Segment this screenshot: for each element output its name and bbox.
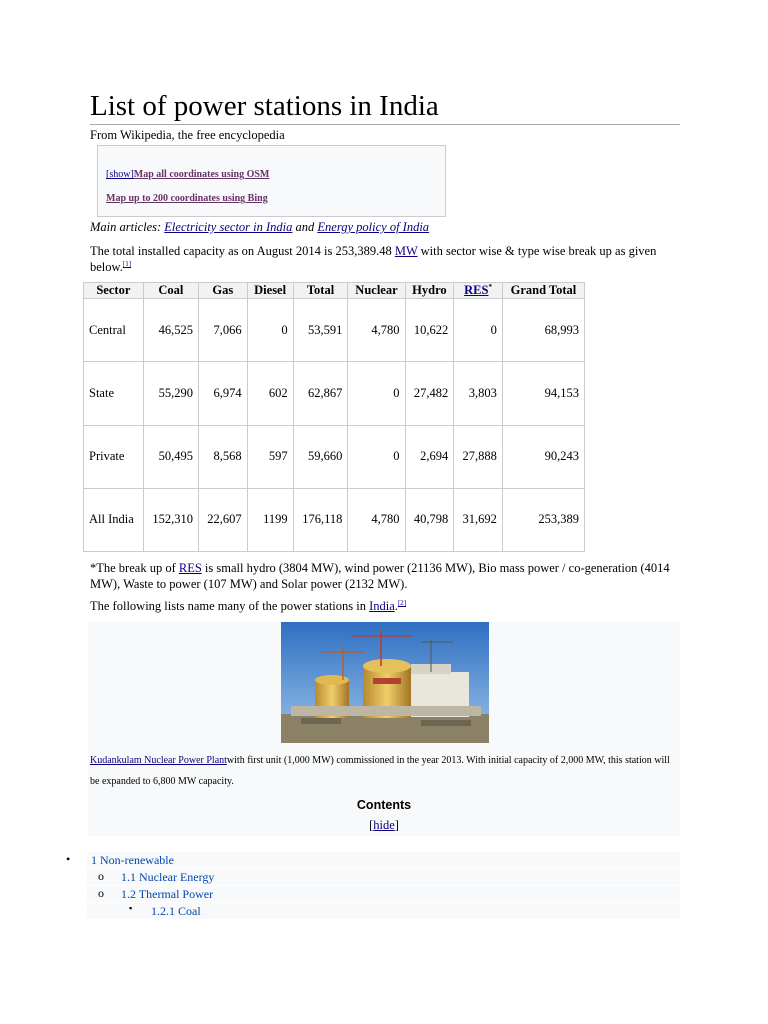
map-osm-link[interactable]: Map all coordinates using OSM — [133, 169, 270, 180]
cell-res: 31,692 — [454, 488, 503, 551]
contents-hide-toggle — [88, 818, 680, 833]
page-title: List of power stations in India — [90, 88, 680, 125]
map-bing-link[interactable]: Map up to 200 coordinates using Bing — [106, 193, 268, 204]
cell-gas: 6,974 — [199, 362, 248, 425]
figure-box — [88, 622, 680, 836]
cell-sector: State — [84, 362, 144, 425]
hide-close-bracket: ] — [394, 818, 399, 832]
cell-grand-total: 90,243 — [502, 425, 584, 488]
cell-sector: Central — [84, 299, 144, 362]
lists-intro-period: . — [394, 599, 398, 613]
cell-diesel: 1199 — [247, 488, 293, 551]
header-res — [454, 283, 503, 299]
res-footnote-mark: * — [488, 282, 492, 291]
contents-title: Contents — [356, 798, 412, 812]
toc-bullet-circle: o — [98, 886, 104, 900]
hatnote-prefix: Main articles: — [90, 220, 165, 234]
note-text-1: *The break up of — [90, 561, 179, 575]
table-row — [84, 299, 585, 362]
cell-gas: 22,607 — [199, 488, 248, 551]
cell-gas: 7,066 — [199, 299, 248, 362]
cell-gas: 8,568 — [199, 425, 248, 488]
note-text-2: is small hydro (3804 MW), wind power (21136 MW), Bio mass power / co-generation (4014 MW), Waste to power (107 MW) and Solar power (2132 MW). — [90, 561, 670, 591]
coordinates-row-bing — [106, 193, 268, 204]
toc-bullet-square: ▪ — [129, 903, 133, 913]
cell-nuclear: 4,780 — [348, 488, 405, 551]
cell-total: 53,591 — [293, 299, 348, 362]
cell-coal: 152,310 — [143, 488, 198, 551]
header-diesel: Diesel — [247, 283, 293, 299]
toc-item-nuclear-energy[interactable]: 1.1 Nuclear Energy — [121, 870, 215, 884]
cell-grand-total: 253,389 — [502, 488, 584, 551]
cell-total: 62,867 — [293, 362, 348, 425]
cell-hydro: 27,482 — [405, 362, 454, 425]
reference-1-link[interactable]: [1] — [122, 259, 132, 268]
intro-paragraph — [90, 243, 670, 275]
cell-res: 0 — [454, 299, 503, 362]
capacity-table — [83, 282, 585, 552]
toc-item-thermal-power[interactable]: 1.2 Thermal Power — [121, 887, 214, 901]
caption-text: with first unit (1,000 MW) commissioned in the year 2013. With initial capacity of 2,000 MW, this station will be expanded to 6,800 MW capacity. — [90, 755, 670, 787]
cell-coal: 46,525 — [143, 299, 198, 362]
toc-bullet-disc: • — [66, 852, 71, 866]
res-link[interactable]: RES — [178, 561, 202, 575]
cell-hydro: 2,694 — [405, 425, 454, 488]
cell-grand-total: 68,993 — [502, 299, 584, 362]
figure-caption — [90, 750, 680, 792]
reference-2-link[interactable]: [2] — [397, 598, 407, 607]
table-row — [84, 362, 585, 425]
coordinates-box — [97, 145, 446, 217]
kudankulam-link[interactable]: Kudankulam Nuclear Power Plant — [90, 755, 227, 766]
res-header-link[interactable]: RES — [464, 283, 489, 297]
header-coal: Coal — [143, 283, 198, 299]
toc-item-coal[interactable]: 1.2.1 Coal — [151, 904, 201, 918]
cell-res: 3,803 — [454, 362, 503, 425]
lists-intro — [90, 599, 406, 614]
table-row — [84, 425, 585, 488]
cell-res: 27,888 — [454, 425, 503, 488]
toc-item-non-renewable[interactable]: 1 Non-renewable — [91, 853, 174, 867]
intro-text-1: The total installed capacity as on August 2014 is 253,389.48 — [90, 244, 395, 258]
cell-coal: 55,290 — [143, 362, 198, 425]
toc-bullet-circle: o — [98, 869, 104, 883]
coordinates-row-osm — [106, 169, 269, 180]
cell-nuclear: 4,780 — [348, 299, 405, 362]
lists-intro-text: The following lists name many of the power stations in — [90, 599, 370, 613]
main-articles-hatnote — [90, 220, 429, 235]
cell-nuclear: 0 — [348, 425, 405, 488]
header-total: Total — [293, 283, 348, 299]
cell-total: 59,660 — [293, 425, 348, 488]
tagline: From Wikipedia, the free encyclopedia — [90, 128, 285, 142]
mw-link[interactable]: MW — [394, 244, 418, 258]
cell-diesel: 0 — [247, 299, 293, 362]
hatnote-and: and — [292, 220, 318, 234]
electricity-sector-link[interactable]: Electricity sector in India — [164, 220, 293, 234]
hide-contents-link[interactable]: hide — [373, 818, 395, 832]
header-grand-total: Grand Total — [502, 283, 584, 299]
cell-sector: All India — [84, 488, 144, 551]
india-link[interactable]: India — [369, 599, 395, 613]
header-hydro: Hydro — [405, 283, 454, 299]
res-footnote — [90, 560, 675, 592]
kudankulam-plant-photo[interactable] — [281, 622, 489, 743]
header-sector: Sector — [84, 283, 144, 299]
header-nuclear: Nuclear — [348, 283, 405, 299]
cell-hydro: 40,798 — [405, 488, 454, 551]
cell-sector: Private — [84, 425, 144, 488]
show-toggle-link[interactable]: [show] — [106, 169, 134, 180]
intro-text-2: with sector wise & type wise break up as given below. — [90, 244, 657, 274]
cell-hydro: 10,622 — [405, 299, 454, 362]
hide-open-bracket: [ — [369, 818, 374, 832]
toc-row-background — [87, 852, 680, 868]
cell-diesel: 597 — [247, 425, 293, 488]
header-gas: Gas — [199, 283, 248, 299]
cell-total: 176,118 — [293, 488, 348, 551]
energy-policy-link[interactable]: Energy policy of India — [317, 220, 430, 234]
cell-diesel: 602 — [247, 362, 293, 425]
cell-grand-total: 94,153 — [502, 362, 584, 425]
table-row — [84, 488, 585, 551]
table-header-row — [84, 283, 585, 299]
cell-nuclear: 0 — [348, 362, 405, 425]
cell-coal: 50,495 — [143, 425, 198, 488]
